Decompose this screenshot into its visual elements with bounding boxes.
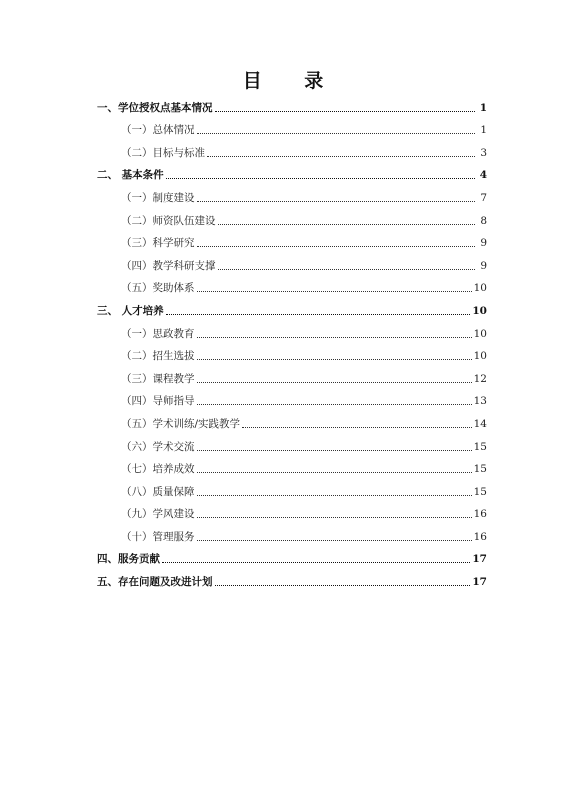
toc-entry-label: 四、服务贡献: [97, 553, 160, 566]
toc-page-number: 17: [472, 576, 487, 589]
toc-subsection-entry[interactable]: [97, 431, 487, 454]
toc-subsection-entry[interactable]: [97, 454, 487, 477]
toc-page-number: 10: [473, 282, 487, 295]
toc-entry-label: （五）奖助体系: [121, 282, 195, 295]
toc-section-entry[interactable]: [97, 92, 487, 115]
dot-leader: [197, 516, 472, 518]
toc-page-number: 10: [472, 304, 487, 317]
dot-leader: [197, 290, 472, 292]
toc-subsection-entry[interactable]: [97, 521, 487, 544]
dot-leader: [197, 200, 476, 202]
toc-page-number: 1: [479, 101, 487, 114]
toc-page-number: 9: [480, 237, 487, 250]
toc-page-number: 15: [473, 463, 487, 476]
toc-page-number: 1: [480, 124, 487, 137]
dot-leader: [166, 177, 475, 179]
toc-subsection-entry[interactable]: [97, 341, 487, 364]
toc-entry-label: （四）导师指导: [121, 395, 195, 408]
toc-subsection-entry[interactable]: [97, 408, 487, 431]
dot-leader: [166, 313, 471, 315]
toc-page-number: 9: [480, 259, 487, 272]
toc-page-number: 15: [473, 440, 487, 453]
toc-entry-label: （七）培养成效: [121, 463, 195, 476]
toc-entry-label: （四）教学科研支撑: [121, 259, 216, 272]
dot-leader: [197, 358, 472, 360]
toc-entry-label: （六）学术交流: [121, 440, 195, 453]
toc-entry-label: （一）制度建设: [121, 191, 195, 204]
dot-leader: [197, 132, 476, 134]
toc-subsection-entry[interactable]: [97, 182, 487, 205]
toc-entry-label: （二）招生选拔: [121, 350, 195, 363]
toc-page-number: 13: [473, 395, 487, 408]
dot-leader: [197, 336, 472, 338]
toc-page-number: 14: [473, 417, 487, 430]
dot-leader: [215, 110, 476, 112]
toc-entry-label: （九）学风建设: [121, 508, 195, 521]
dot-leader: [218, 268, 476, 270]
dot-leader: [218, 223, 476, 225]
toc-page-number: 16: [473, 530, 487, 543]
toc-subsection-entry[interactable]: [97, 228, 487, 251]
toc-entry-label: （三）课程教学: [121, 372, 195, 385]
toc-entry-label: 一、学位授权点基本情况: [97, 101, 213, 114]
toc-page-number: 15: [473, 485, 487, 498]
dot-leader: [197, 494, 472, 496]
toc-entry-label: （二）目标与标准: [121, 146, 205, 159]
toc-entry-label: 三、 人才培养: [97, 304, 164, 317]
dot-leader: [242, 426, 472, 428]
toc-section-entry[interactable]: [97, 544, 487, 567]
toc-entry-label: （三）科学研究: [121, 237, 195, 250]
dot-leader: [197, 403, 472, 405]
toc-page-number: 17: [472, 553, 487, 566]
dot-leader: [197, 449, 472, 451]
toc-page-number: 10: [473, 350, 487, 363]
toc-entry-label: （五）学术训练/实践教学: [121, 417, 241, 430]
toc-subsection-entry[interactable]: [97, 115, 487, 138]
table-of-contents: [97, 92, 487, 589]
toc-subsection-entry[interactable]: [97, 205, 487, 228]
dot-leader: [215, 584, 471, 586]
toc-section-entry[interactable]: [97, 566, 487, 589]
toc-subsection-entry[interactable]: [97, 386, 487, 409]
toc-entry-label: （一）总体情况: [121, 124, 195, 137]
toc-subsection-entry[interactable]: [97, 499, 487, 522]
toc-page-number: 4: [479, 169, 487, 182]
toc-page-number: 16: [473, 508, 487, 521]
toc-entry-label: （八）质量保障: [121, 485, 195, 498]
dot-leader: [197, 539, 472, 541]
toc-subsection-entry[interactable]: [97, 250, 487, 273]
dot-leader: [162, 561, 470, 563]
toc-entry-label: （一）思政教育: [121, 327, 195, 340]
dot-leader: [197, 471, 472, 473]
toc-entry-label: （二）师资队伍建设: [121, 214, 216, 227]
toc-page-number: 7: [480, 191, 487, 204]
dot-leader: [197, 381, 472, 383]
toc-section-entry[interactable]: [97, 160, 487, 183]
toc-entry-label: （十）管理服务: [121, 530, 195, 543]
dot-leader: [197, 245, 476, 247]
toc-entry-label: 五、存在问题及改进计划: [97, 576, 213, 589]
toc-subsection-entry[interactable]: [97, 363, 487, 386]
toc-section-entry[interactable]: [97, 295, 487, 318]
toc-page-number: 12: [473, 372, 487, 385]
toc-entry-label: 二、 基本条件: [97, 169, 164, 182]
dot-leader: [207, 155, 475, 157]
toc-subsection-entry[interactable]: [97, 137, 487, 160]
toc-page-number: 8: [480, 214, 487, 227]
toc-subsection-entry[interactable]: [97, 476, 487, 499]
toc-page-number: 3: [480, 146, 487, 159]
toc-subsection-entry[interactable]: [97, 318, 487, 341]
toc-page-number: 10: [473, 327, 487, 340]
toc-title: 目 录: [242, 70, 342, 92]
toc-subsection-entry[interactable]: [97, 273, 487, 296]
